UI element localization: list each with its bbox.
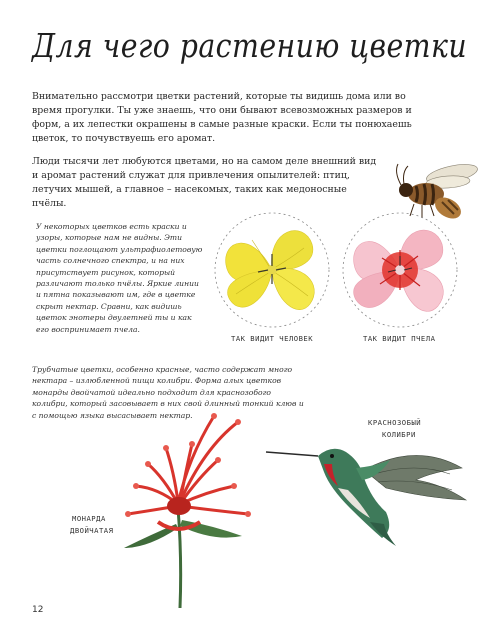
caption-hummingbird-line1: КРАСНОЗОБЫЙ xyxy=(368,418,422,427)
uv-pattern-note: У некоторых цветков есть краски и узоры, которые нам не видны. Эти цветки поглощают ультрафиолетовую часть солнечного спектра, и на них присутствует рисунок, который различают только пчёлы. Яркие линии и пятна показывают им, где в цветке скрыт нектар. Сравни, как видишь цветок энотеры двулетней ты и как его воспринимает пчела. xyxy=(36,222,203,334)
monarda-flower xyxy=(118,408,268,608)
caption-bee-view: ТАК ВИДИТ ПЧЕЛА xyxy=(363,334,436,343)
page-number: 12 xyxy=(32,605,44,615)
intro-paragraph: Внимательно рассмотри цветки растений, которые ты видишь дома или во время прогулки. Ты уже знаешь, что они бывают всевозможных размеров и форм, а их лепестки окрашены в самые разные краски. Если ты понюхаешь цветок, то почувствуешь его аромат. xyxy=(32,91,412,144)
human-view-flower xyxy=(212,210,332,330)
hummingbird-illustration xyxy=(266,438,476,548)
caption-human-view: ТАК ВИДИТ ЧЕЛОВЕК xyxy=(231,334,314,343)
caption-hummingbird-line2: КОЛИБРИ xyxy=(382,430,416,439)
page-title: Для чего растению цветки xyxy=(32,26,468,65)
bee-view-flower xyxy=(340,210,460,330)
tubular-flowers-note: Трубчатые цветки, особенно красные, часто содержат много нектара – излюбленной пищи колибри. Форма алых цветков монарды двойчатой идеально подходит для краснозобого колибри, который засовывает в них свой длинный тонкий клюв и с помощью языка высасывает нектар. xyxy=(32,365,304,420)
caption-monarda-line2: ДВОЙЧАТАЯ xyxy=(70,526,114,535)
pollinators-paragraph: Люди тысячи лет любуются цветами, но на самом деле внешний вид и аромат растений служат для привлечения опылителей: птиц, летучих мышей, а главное – насекомых, таких как медоносные пчёлы. xyxy=(32,156,377,209)
caption-monarda-line1: МОНАРДА xyxy=(72,514,106,523)
